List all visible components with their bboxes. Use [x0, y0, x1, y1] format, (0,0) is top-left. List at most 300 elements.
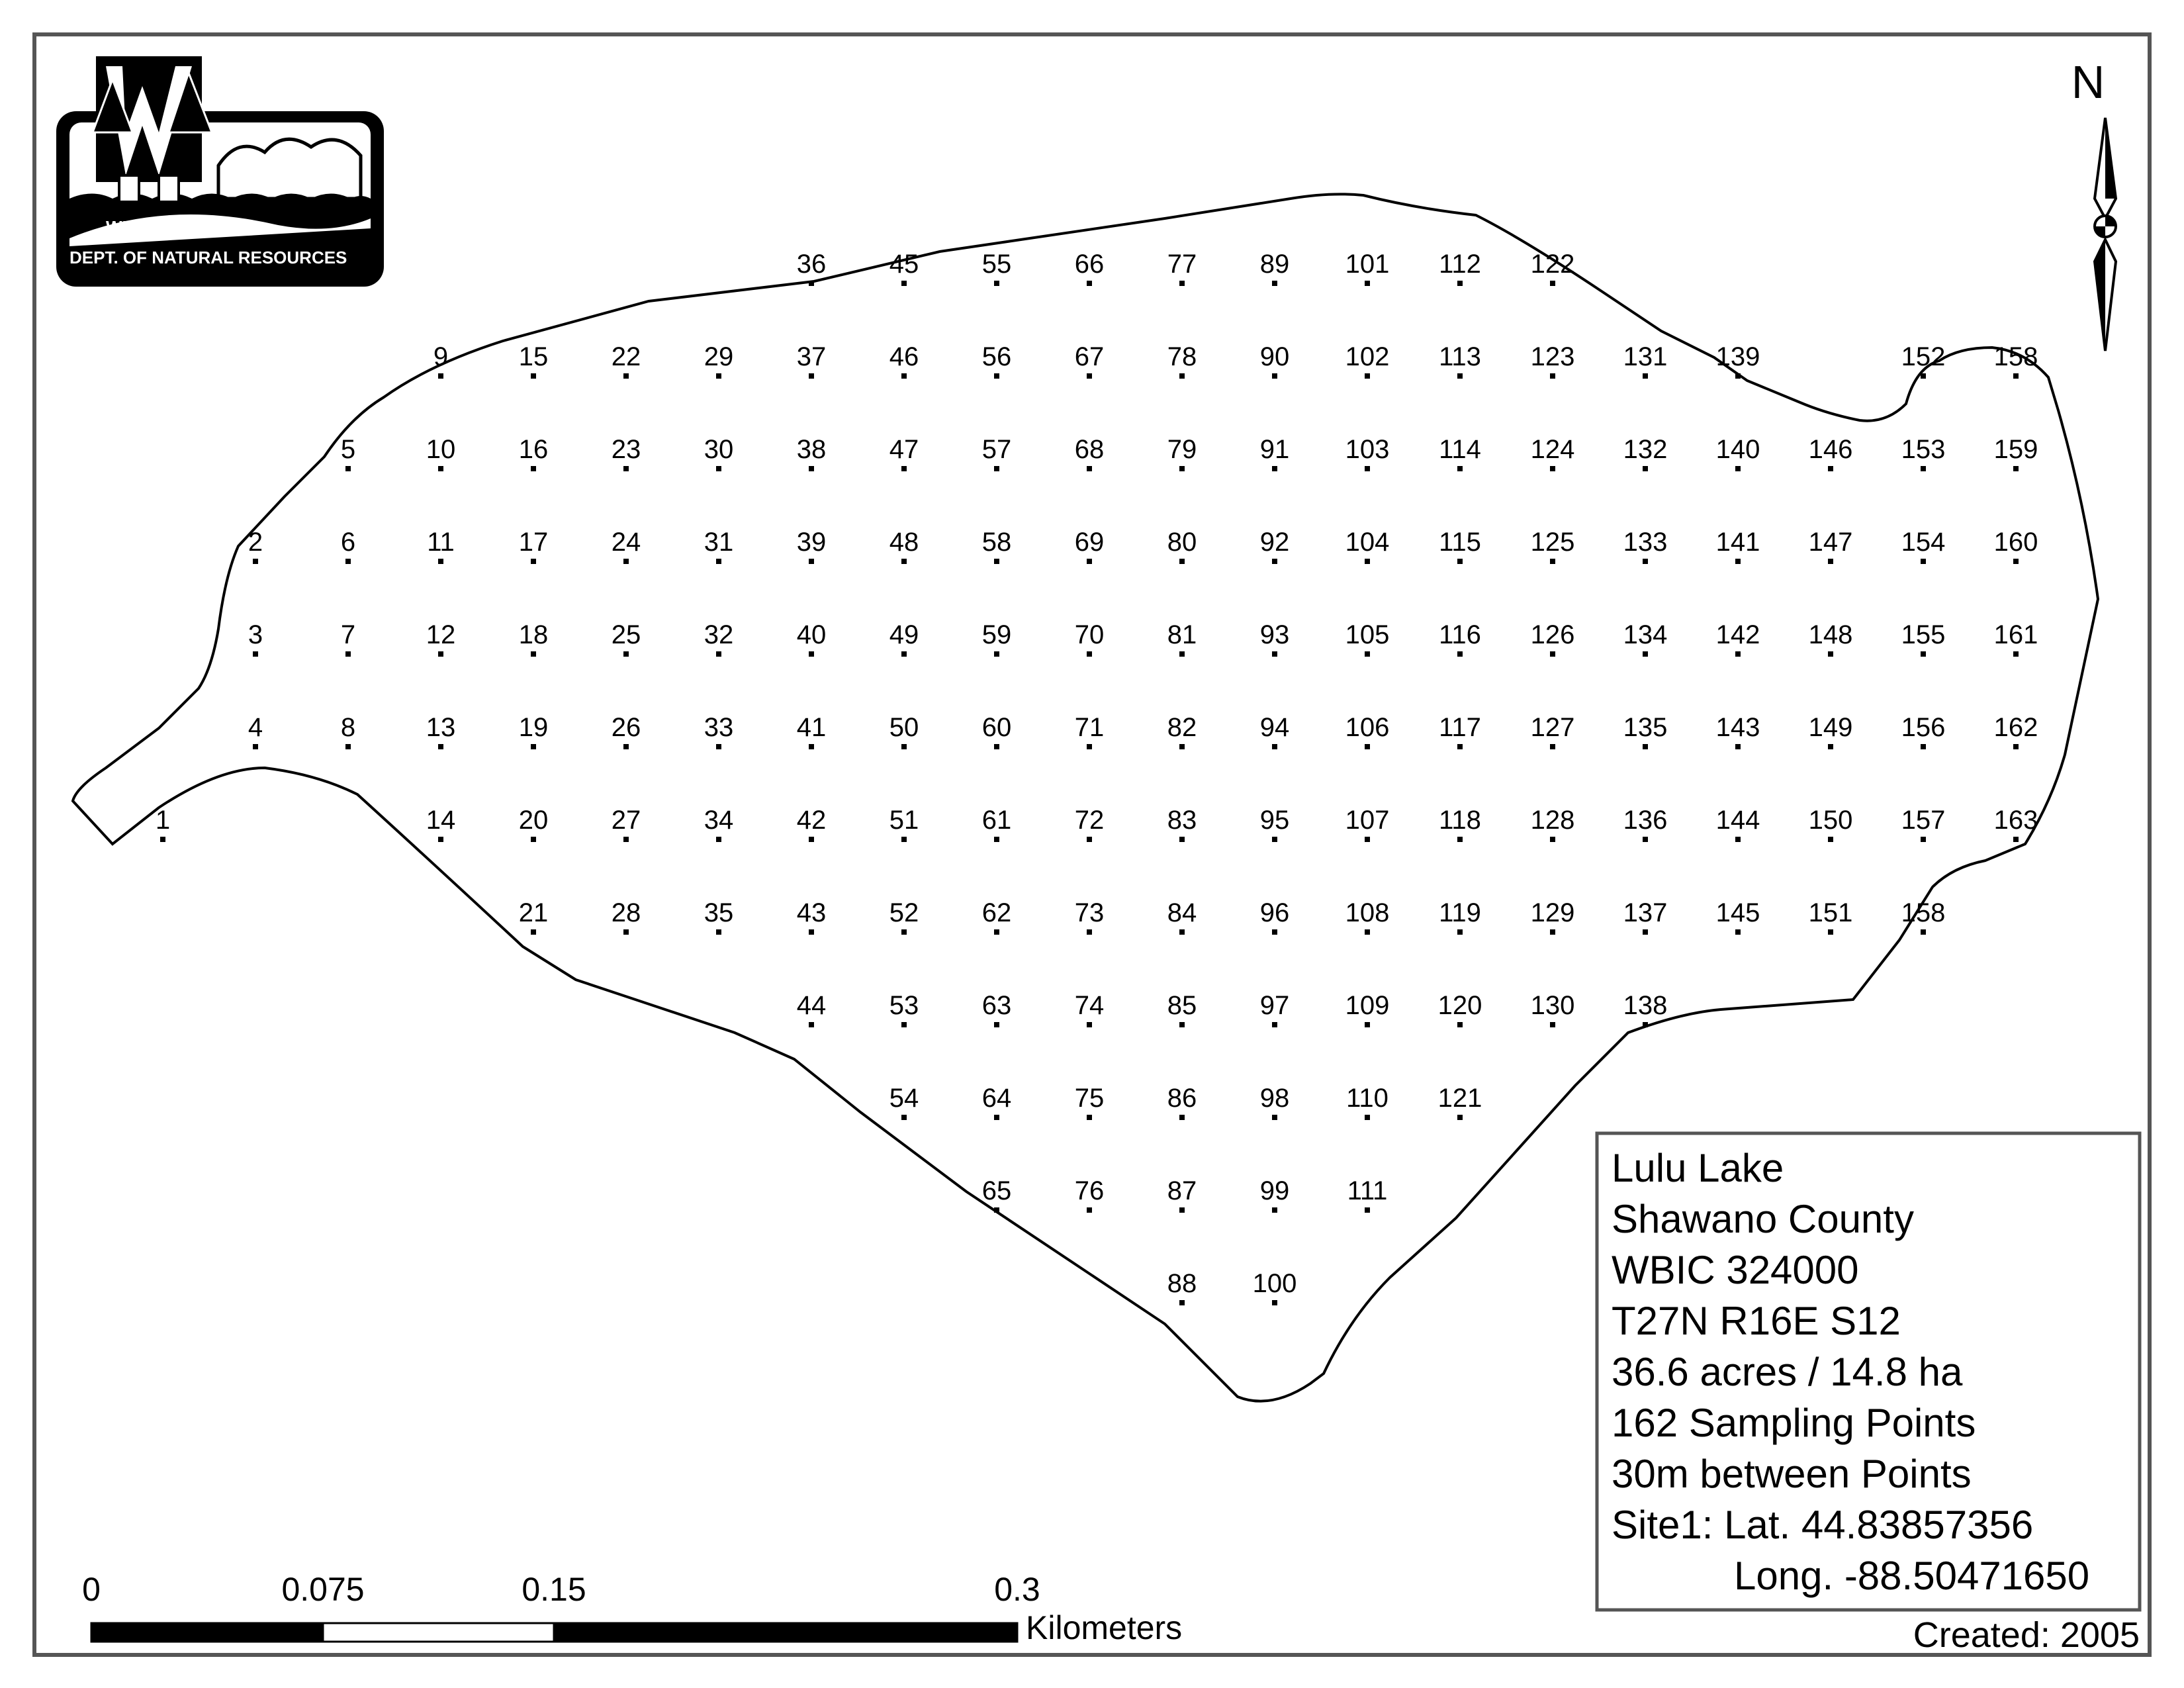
- legend-latitude: Site1: Lat. 44.83857356: [1612, 1503, 2034, 1547]
- sampling-point-marker-64: [994, 1115, 999, 1120]
- sampling-point-marker-35: [716, 929, 721, 935]
- sampling-point-label-135: 135: [1623, 713, 1668, 742]
- sampling-point-marker-5: [345, 466, 351, 471]
- sampling-point-marker-99: [1272, 1207, 1277, 1213]
- sampling-point-marker-26: [623, 744, 629, 749]
- sampling-point-marker-59: [994, 651, 999, 657]
- sampling-point-label-141: 141: [1715, 528, 1760, 557]
- sampling-point-marker-28: [623, 929, 629, 935]
- sampling-point-label-142: 142: [1715, 620, 1760, 649]
- sampling-point-label-56: 56: [981, 342, 1012, 371]
- sampling-point-label-13: 13: [426, 713, 456, 742]
- sampling-point-label-136: 136: [1623, 806, 1668, 835]
- sampling-point-marker-86: [1179, 1115, 1185, 1120]
- sampling-point-marker-41: [809, 744, 814, 749]
- sampling-point-label-148: 148: [1808, 620, 1853, 649]
- legend-lake-name: Lulu Lake: [1612, 1146, 1784, 1190]
- sampling-point-marker-140: [1735, 466, 1741, 471]
- sampling-point-label-53: 53: [889, 991, 919, 1020]
- sampling-point-label-35: 35: [704, 898, 734, 927]
- sampling-point-marker-117: [1457, 744, 1463, 749]
- sampling-point-label-12: 12: [426, 620, 456, 649]
- sampling-point-marker-42: [809, 837, 814, 842]
- sampling-point-marker-46: [901, 373, 907, 379]
- sampling-point-marker-47: [901, 466, 907, 471]
- sampling-point-label-109: 109: [1345, 991, 1390, 1020]
- sampling-point-label-143: 143: [1715, 713, 1760, 742]
- legend-county: Shawano County: [1612, 1197, 1914, 1241]
- sampling-point-label-81: 81: [1167, 620, 1197, 649]
- sampling-point-marker-77: [1179, 281, 1185, 286]
- sampling-point-label-154: 154: [1901, 528, 1946, 557]
- sampling-point-marker-93: [1272, 651, 1277, 657]
- sampling-point-label-46: 46: [889, 342, 919, 371]
- sampling-point-marker-105: [1365, 651, 1370, 657]
- sampling-point-label-102: 102: [1345, 342, 1390, 371]
- sampling-point-label-96: 96: [1259, 898, 1290, 927]
- sampling-point-marker-144: [1735, 837, 1741, 842]
- sampling-point-label-4: 4: [248, 713, 263, 742]
- sampling-point-marker-114: [1457, 466, 1463, 471]
- scale-tick-0: 0: [82, 1571, 101, 1608]
- sampling-point-marker-104: [1365, 559, 1370, 564]
- legend-township: T27N R16E S12: [1612, 1299, 1901, 1343]
- sampling-point-label-55: 55: [981, 250, 1012, 279]
- sampling-point-label-153: 153: [1901, 435, 1946, 464]
- scale-segment-2: [323, 1623, 554, 1642]
- sampling-point-marker-96: [1272, 929, 1277, 935]
- sampling-point-marker-23: [623, 466, 629, 471]
- sampling-point-marker-91: [1272, 466, 1277, 471]
- sampling-point-marker-76: [1087, 1207, 1092, 1213]
- sampling-point-label-119: 119: [1439, 898, 1481, 927]
- sampling-point-marker-10: [438, 466, 443, 471]
- sampling-point-marker-88: [1179, 1300, 1185, 1305]
- sampling-point-marker-156: [1921, 744, 1926, 749]
- sampling-point-marker-147: [1828, 559, 1833, 564]
- sampling-point-label-156: 156: [1901, 713, 1946, 742]
- sampling-point-marker-58: [994, 559, 999, 564]
- sampling-point-label-33: 33: [704, 713, 734, 742]
- sampling-point-marker-142: [1735, 651, 1741, 657]
- sampling-point-label-150: 150: [1808, 806, 1853, 835]
- sampling-point-label-37: 37: [796, 342, 827, 371]
- sampling-point-label-146: 146: [1808, 435, 1853, 464]
- sampling-point-marker-7: [345, 651, 351, 657]
- sampling-point-marker-81: [1179, 651, 1185, 657]
- sampling-point-label-80: 80: [1167, 528, 1197, 557]
- sampling-point-label-103: 103: [1345, 435, 1390, 464]
- sampling-point-marker-52: [901, 929, 907, 935]
- sampling-point-marker-18: [531, 651, 536, 657]
- sampling-point-marker-43: [809, 929, 814, 935]
- sampling-point-marker-116: [1457, 651, 1463, 657]
- sampling-point-label-74: 74: [1074, 991, 1105, 1020]
- sampling-point-marker-78: [1179, 373, 1185, 379]
- sampling-point-marker-152: [1921, 373, 1926, 379]
- sampling-point-label-113: 113: [1439, 342, 1481, 371]
- sampling-point-marker-6: [345, 559, 351, 564]
- sampling-point-label-110: 110: [1346, 1084, 1388, 1113]
- sampling-point-marker-50: [901, 744, 907, 749]
- sampling-point-label-122: 122: [1530, 250, 1575, 279]
- sampling-point-marker-39: [809, 559, 814, 564]
- sampling-point-marker-36: [809, 281, 814, 286]
- sampling-point-label-101: 101: [1345, 250, 1390, 279]
- sampling-point-label-39: 39: [796, 528, 827, 557]
- sampling-point-label-16: 16: [518, 435, 549, 464]
- sampling-point-marker-158: [1921, 929, 1926, 935]
- north-label: N: [2071, 56, 2105, 108]
- sampling-point-marker-153: [1921, 466, 1926, 471]
- sampling-point-label-9: 9: [433, 342, 449, 371]
- sampling-point-label-48: 48: [889, 528, 919, 557]
- sampling-point-marker-160: [2013, 559, 2019, 564]
- sampling-point-label-52: 52: [889, 898, 919, 927]
- sampling-point-marker-138: [1643, 1022, 1648, 1027]
- sampling-point-marker-70: [1087, 651, 1092, 657]
- sampling-point-marker-85: [1179, 1022, 1185, 1027]
- sampling-point-marker-63: [994, 1022, 999, 1027]
- sampling-point-label-89: 89: [1259, 250, 1290, 279]
- sampling-point-marker-112: [1457, 281, 1463, 286]
- sampling-point-label-32: 32: [704, 620, 734, 649]
- sampling-point-label-158: 158: [1901, 898, 1946, 927]
- sampling-point-label-49: 49: [889, 620, 919, 649]
- sampling-point-label-152: 152: [1901, 342, 1946, 371]
- sampling-point-marker-115: [1457, 559, 1463, 564]
- sampling-point-marker-118: [1457, 837, 1463, 842]
- sampling-point-marker-161: [2013, 651, 2019, 657]
- sampling-point-marker-54: [901, 1115, 907, 1120]
- sampling-point-marker-22: [623, 373, 629, 379]
- sampling-point-label-69: 69: [1074, 528, 1105, 557]
- sampling-point-marker-82: [1179, 744, 1185, 749]
- sampling-point-marker-131: [1643, 373, 1648, 379]
- sampling-point-marker-15: [531, 373, 536, 379]
- sampling-point-marker-155: [1921, 651, 1926, 657]
- sampling-point-label-161: 161: [1993, 620, 2038, 649]
- sampling-point-label-2: 2: [248, 528, 263, 557]
- sampling-point-marker-62: [994, 929, 999, 935]
- sampling-point-marker-158: [2013, 373, 2019, 379]
- sampling-point-marker-19: [531, 744, 536, 749]
- sampling-point-marker-4: [253, 744, 258, 749]
- sampling-point-label-5: 5: [340, 435, 356, 464]
- sampling-point-marker-137: [1643, 929, 1648, 935]
- sampling-point-label-139: 139: [1715, 342, 1760, 371]
- sampling-point-label-50: 50: [889, 713, 919, 742]
- sampling-point-marker-151: [1828, 929, 1833, 935]
- sampling-point-marker-1: [160, 837, 165, 842]
- sampling-point-label-28: 28: [611, 898, 641, 927]
- sampling-point-marker-80: [1179, 559, 1185, 564]
- sampling-point-marker-106: [1365, 744, 1370, 749]
- sampling-point-label-25: 25: [611, 620, 641, 649]
- sampling-point-marker-44: [809, 1022, 814, 1027]
- sampling-point-label-86: 86: [1167, 1084, 1197, 1113]
- sampling-point-label-91: 91: [1259, 435, 1290, 464]
- sampling-point-label-126: 126: [1530, 620, 1575, 649]
- sampling-point-marker-98: [1272, 1115, 1277, 1120]
- sampling-point-label-131: 131: [1623, 342, 1668, 371]
- sampling-point-marker-37: [809, 373, 814, 379]
- sampling-point-label-162: 162: [1993, 713, 2038, 742]
- sampling-point-marker-68: [1087, 466, 1092, 471]
- sampling-point-marker-12: [438, 651, 443, 657]
- sampling-point-label-51: 51: [889, 806, 919, 835]
- sampling-point-marker-27: [623, 837, 629, 842]
- sampling-point-label-84: 84: [1167, 898, 1197, 927]
- sampling-point-label-158: 158: [1993, 342, 2038, 371]
- sampling-point-marker-31: [716, 559, 721, 564]
- scale-segment-3: [554, 1623, 1017, 1642]
- sampling-point-label-157: 157: [1901, 806, 1946, 835]
- sampling-point-label-24: 24: [611, 528, 641, 557]
- sampling-point-marker-30: [716, 466, 721, 471]
- sampling-point-label-64: 64: [981, 1084, 1012, 1113]
- sampling-point-marker-111: [1365, 1207, 1370, 1213]
- sampling-point-marker-135: [1643, 744, 1648, 749]
- sampling-point-label-95: 95: [1259, 806, 1290, 835]
- sampling-point-label-61: 61: [981, 806, 1012, 835]
- sampling-point-marker-92: [1272, 559, 1277, 564]
- sampling-point-label-117: 117: [1439, 713, 1481, 742]
- sampling-point-label-138: 138: [1623, 991, 1668, 1020]
- scale-tick-03: 0.3: [994, 1571, 1040, 1608]
- sampling-point-label-42: 42: [796, 806, 827, 835]
- sampling-point-marker-110: [1365, 1115, 1370, 1120]
- scale-tick-0075: 0.075: [281, 1571, 365, 1608]
- sampling-point-label-108: 108: [1345, 898, 1390, 927]
- sampling-point-label-45: 45: [889, 250, 919, 279]
- sampling-point-label-78: 78: [1167, 342, 1197, 371]
- sampling-point-label-20: 20: [518, 806, 549, 835]
- sampling-point-marker-122: [1550, 281, 1555, 286]
- sampling-point-marker-107: [1365, 837, 1370, 842]
- sampling-point-marker-71: [1087, 744, 1092, 749]
- sampling-point-label-40: 40: [796, 620, 827, 649]
- sampling-point-label-10: 10: [426, 435, 456, 464]
- legend-wbic: WBIC 324000: [1612, 1248, 1859, 1292]
- sampling-point-label-98: 98: [1259, 1084, 1290, 1113]
- sampling-point-label-123: 123: [1530, 342, 1575, 371]
- sampling-point-marker-162: [2013, 744, 2019, 749]
- sampling-point-label-155: 155: [1901, 620, 1946, 649]
- sampling-point-label-29: 29: [704, 342, 734, 371]
- legend: [1597, 1133, 2140, 1610]
- sampling-point-marker-69: [1087, 559, 1092, 564]
- sampling-point-marker-66: [1087, 281, 1092, 286]
- sampling-point-marker-2: [253, 559, 258, 564]
- sampling-point-label-99: 99: [1259, 1176, 1290, 1205]
- sampling-point-marker-129: [1550, 929, 1555, 935]
- legend-spacing: 30m between Points: [1612, 1452, 1972, 1496]
- sampling-point-marker-124: [1550, 466, 1555, 471]
- sampling-point-marker-87: [1179, 1207, 1185, 1213]
- sampling-point-label-36: 36: [796, 250, 827, 279]
- sampling-point-label-21: 21: [518, 898, 549, 927]
- sampling-point-marker-139: [1735, 373, 1741, 379]
- sampling-point-label-149: 149: [1808, 713, 1853, 742]
- sampling-point-label-27: 27: [611, 806, 641, 835]
- sampling-point-label-87: 87: [1167, 1176, 1197, 1205]
- sampling-point-marker-159: [2013, 466, 2019, 471]
- sampling-point-marker-130: [1550, 1022, 1555, 1027]
- sampling-point-marker-103: [1365, 466, 1370, 471]
- sampling-point-label-11: 11: [427, 528, 455, 557]
- scale-segment-1: [91, 1623, 323, 1642]
- sampling-point-label-134: 134: [1623, 620, 1668, 649]
- sampling-point-marker-84: [1179, 929, 1185, 935]
- sampling-point-marker-113: [1457, 373, 1463, 379]
- sampling-point-marker-132: [1643, 466, 1648, 471]
- sampling-point-label-34: 34: [704, 806, 734, 835]
- sampling-point-marker-33: [716, 744, 721, 749]
- sampling-point-label-6: 6: [340, 528, 356, 557]
- sampling-point-label-38: 38: [796, 435, 827, 464]
- sampling-point-marker-146: [1828, 466, 1833, 471]
- sampling-point-label-83: 83: [1167, 806, 1197, 835]
- legend-area: 36.6 acres / 14.8 ha: [1612, 1350, 1963, 1394]
- sampling-point-marker-109: [1365, 1022, 1370, 1027]
- logo-line-1: WISCONSIN: [106, 217, 206, 237]
- sampling-point-marker-134: [1643, 651, 1648, 657]
- sampling-point-label-59: 59: [981, 620, 1012, 649]
- sampling-point-marker-48: [901, 559, 907, 564]
- sampling-point-label-18: 18: [518, 620, 549, 649]
- created-date: Created: 2005: [1913, 1615, 2140, 1655]
- sampling-point-label-41: 41: [796, 713, 827, 742]
- sampling-point-marker-143: [1735, 744, 1741, 749]
- sampling-point-label-147: 147: [1808, 528, 1853, 557]
- sampling-point-marker-73: [1087, 929, 1092, 935]
- sampling-point-marker-126: [1550, 651, 1555, 657]
- sampling-point-marker-72: [1087, 837, 1092, 842]
- sampling-point-label-97: 97: [1259, 991, 1290, 1020]
- sampling-point-label-120: 120: [1437, 991, 1482, 1020]
- sampling-point-label-90: 90: [1259, 342, 1290, 371]
- legend-point-count: 162 Sampling Points: [1612, 1401, 1976, 1445]
- sampling-point-marker-163: [2013, 837, 2019, 842]
- sampling-point-marker-119: [1457, 929, 1463, 935]
- sampling-point-marker-55: [994, 281, 999, 286]
- sampling-point-marker-51: [901, 837, 907, 842]
- sampling-point-marker-90: [1272, 373, 1277, 379]
- sampling-point-marker-24: [623, 559, 629, 564]
- sampling-point-label-19: 19: [518, 713, 549, 742]
- sampling-point-marker-128: [1550, 837, 1555, 842]
- sampling-point-label-71: 71: [1074, 713, 1105, 742]
- sampling-point-label-128: 128: [1530, 806, 1575, 835]
- sampling-point-label-14: 14: [426, 806, 456, 835]
- sampling-point-marker-67: [1087, 373, 1092, 379]
- sampling-point-marker-20: [531, 837, 536, 842]
- sampling-point-marker-97: [1272, 1022, 1277, 1027]
- sampling-point-marker-75: [1087, 1115, 1092, 1120]
- sampling-point-marker-57: [994, 466, 999, 471]
- sampling-point-marker-136: [1643, 837, 1648, 842]
- sampling-point-marker-141: [1735, 559, 1741, 564]
- sampling-point-label-8: 8: [340, 713, 356, 742]
- sampling-point-label-132: 132: [1623, 435, 1668, 464]
- sampling-point-label-137: 137: [1623, 898, 1668, 927]
- sampling-point-label-60: 60: [981, 713, 1012, 742]
- sampling-point-label-104: 104: [1345, 528, 1390, 557]
- logo-line-2: DEPT. OF NATURAL RESOURCES: [69, 248, 347, 267]
- sampling-point-marker-154: [1921, 559, 1926, 564]
- sampling-point-marker-34: [716, 837, 721, 842]
- sampling-point-marker-32: [716, 651, 721, 657]
- sampling-point-marker-89: [1272, 281, 1277, 286]
- sampling-point-marker-145: [1735, 929, 1741, 935]
- sampling-point-marker-29: [716, 373, 721, 379]
- sampling-point-label-106: 106: [1345, 713, 1390, 742]
- sampling-point-marker-65: [994, 1207, 999, 1213]
- sampling-point-label-75: 75: [1074, 1084, 1105, 1113]
- sampling-point-label-127: 127: [1530, 713, 1575, 742]
- sampling-point-marker-150: [1828, 837, 1833, 842]
- sampling-point-marker-133: [1643, 559, 1648, 564]
- sampling-point-label-100: 100: [1252, 1269, 1297, 1298]
- sampling-point-label-44: 44: [796, 991, 827, 1020]
- sampling-point-marker-9: [438, 373, 443, 379]
- sampling-point-label-144: 144: [1715, 806, 1760, 835]
- sampling-point-label-57: 57: [981, 435, 1012, 464]
- sampling-point-marker-45: [901, 281, 907, 286]
- sampling-point-label-160: 160: [1993, 528, 2038, 557]
- sampling-point-marker-38: [809, 466, 814, 471]
- sampling-point-label-72: 72: [1074, 806, 1105, 835]
- sampling-point-label-63: 63: [981, 991, 1012, 1020]
- sampling-point-label-54: 54: [889, 1084, 919, 1113]
- sampling-point-label-130: 130: [1530, 991, 1575, 1020]
- sampling-point-label-30: 30: [704, 435, 734, 464]
- sampling-point-marker-127: [1550, 744, 1555, 749]
- scale-unit: Kilometers: [1026, 1609, 1183, 1646]
- sampling-point-marker-79: [1179, 466, 1185, 471]
- sampling-point-label-68: 68: [1074, 435, 1105, 464]
- sampling-point-label-7: 7: [340, 620, 356, 649]
- legend-longitude: Long. -88.50471650: [1734, 1554, 2090, 1598]
- sampling-point-label-114: 114: [1439, 435, 1481, 464]
- sampling-point-label-140: 140: [1715, 435, 1760, 464]
- sampling-point-label-58: 58: [981, 528, 1012, 557]
- sampling-point-marker-123: [1550, 373, 1555, 379]
- sampling-point-marker-56: [994, 373, 999, 379]
- sampling-point-marker-149: [1828, 744, 1833, 749]
- sampling-point-marker-121: [1457, 1115, 1463, 1120]
- sampling-point-marker-60: [994, 744, 999, 749]
- sampling-point-label-163: 163: [1993, 806, 2038, 835]
- sampling-point-label-76: 76: [1074, 1176, 1105, 1205]
- sampling-point-label-26: 26: [611, 713, 641, 742]
- sampling-point-label-125: 125: [1530, 528, 1575, 557]
- sampling-point-label-70: 70: [1074, 620, 1105, 649]
- sampling-point-label-124: 124: [1530, 435, 1575, 464]
- sampling-point-marker-101: [1365, 281, 1370, 286]
- sampling-point-label-66: 66: [1074, 250, 1105, 279]
- sampling-point-label-67: 67: [1074, 342, 1105, 371]
- sampling-point-label-31: 31: [704, 528, 734, 557]
- sampling-point-marker-83: [1179, 837, 1185, 842]
- sampling-point-label-85: 85: [1167, 991, 1197, 1020]
- sampling-point-label-1: 1: [155, 806, 171, 835]
- sampling-point-marker-100: [1272, 1300, 1277, 1305]
- sampling-point-label-23: 23: [611, 435, 641, 464]
- sampling-point-marker-120: [1457, 1022, 1463, 1027]
- sampling-point-label-3: 3: [248, 620, 263, 649]
